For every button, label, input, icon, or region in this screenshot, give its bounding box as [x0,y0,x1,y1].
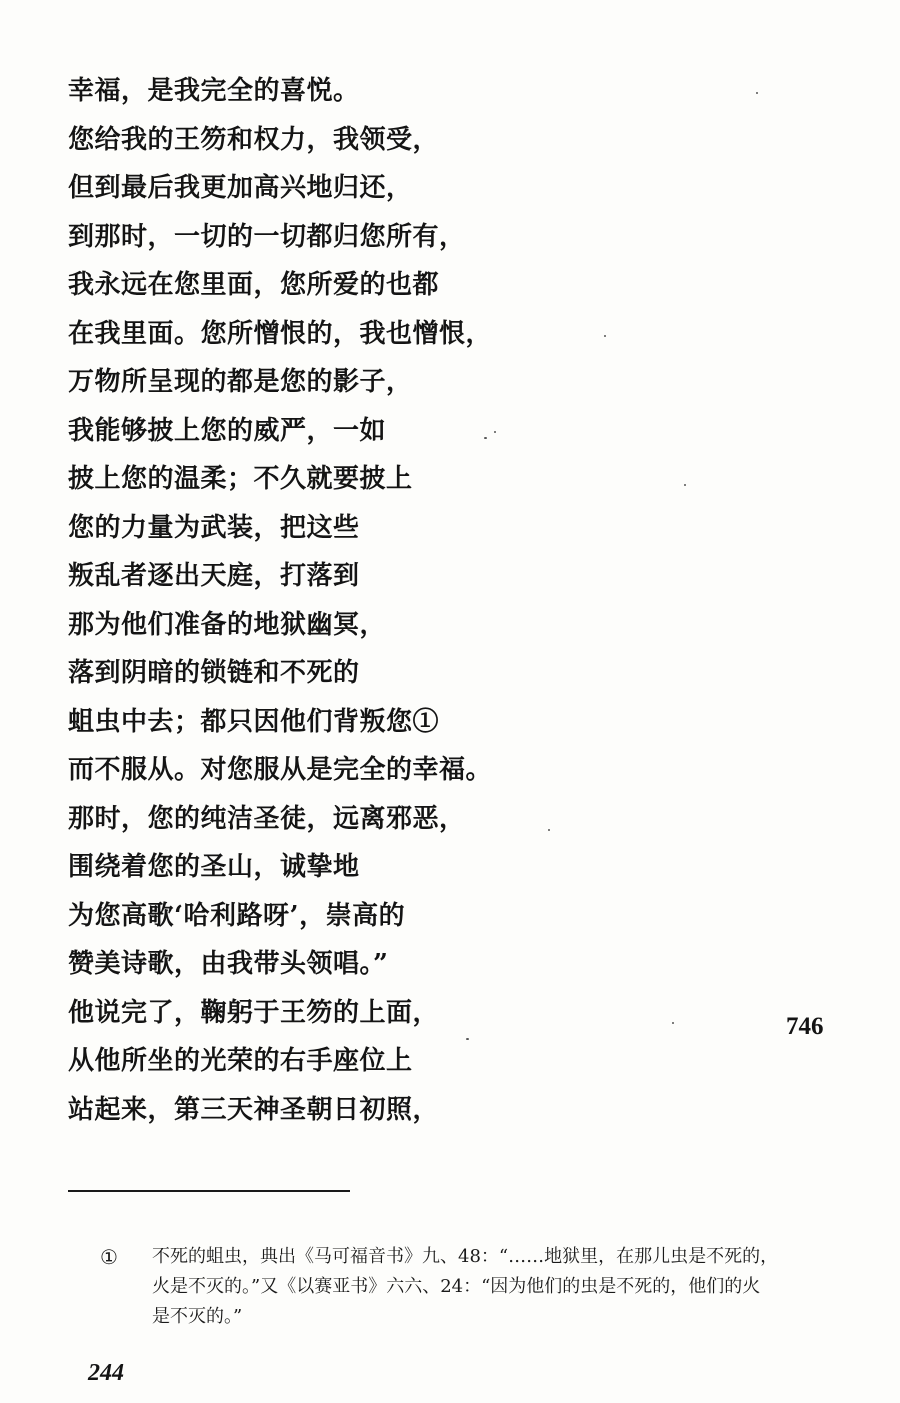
verse-line: 站起来，第三天神圣朝日初照， [68,1094,440,1125]
verse-line: 而不服从。对您服从是完全的幸福。 [68,755,493,785]
verse-line: 披上您的温柔；不久就要披上 [68,464,413,494]
verse-line: 万物所呈现的都是您的影子， [68,367,413,397]
scan-speck [684,484,686,486]
scan-speck [756,92,758,94]
verse-line: 我永远在您里面，您所爱的也都 [68,270,440,300]
verse-line: 但到最后我更加高兴地归还， [68,173,413,203]
verse-line: 蛆虫中去；都只因他们背叛您① [68,706,440,737]
verse-line: 叛乱者逐出天庭，打落到 [68,561,360,591]
verse-line-number: 746 [786,1013,824,1040]
verse-line: 幸福，是我完全的喜悦。 [68,76,360,106]
verse-line: 从他所坐的光荣的右手座位上 [68,1046,413,1076]
footnote-divider [68,1190,350,1192]
verse-line: 围绕着您的圣山，诚挚地 [68,852,360,882]
footnote-text: 不死的蛆虫，典出《马可福音书》九、48：“……地狱里，在那儿虫是不死的， 火是不灭的。”又《以赛亚书》六六、24：“因为他们的虫是不死的，他们的火 是不灭的。” [152,1246,779,1327]
verse-line: 您给我的王笏和权力，我领受， [68,124,440,155]
verse-line: 我能够披上您的威严，一如 [68,415,387,446]
scan-speck [494,431,496,433]
footnote [100,1242,848,1332]
verse-line: 赞美诗歌，由我带头领唱。” [68,949,389,979]
scan-speck [548,829,550,831]
page-number: 244 [88,1360,124,1386]
verse-line: 您的力量为武装，把这些 [68,512,360,543]
verse-line: 到那时，一切的一切都归您所有， [68,221,466,252]
verse-line: 那为他们准备的地狱幽冥， [68,609,387,640]
scan-speck [672,1022,674,1024]
verse-line: 他说完了，鞠躬于王笏的上面， [68,997,440,1028]
verse-line: 为您高歌‘哈利路呀’，崇高的 [68,900,406,931]
scan-speck [466,1038,469,1040]
verse-line: 落到阴暗的锁链和不死的 [68,658,360,688]
scan-speck [484,437,487,439]
verse-line: 在我里面。您所憎恨的，我也憎恨， [68,318,493,349]
footnote-marker: ① [100,1245,118,1269]
scan-speck [604,335,606,337]
verse-line: 那时，您的纯洁圣徒，远离邪恶， [68,803,466,834]
